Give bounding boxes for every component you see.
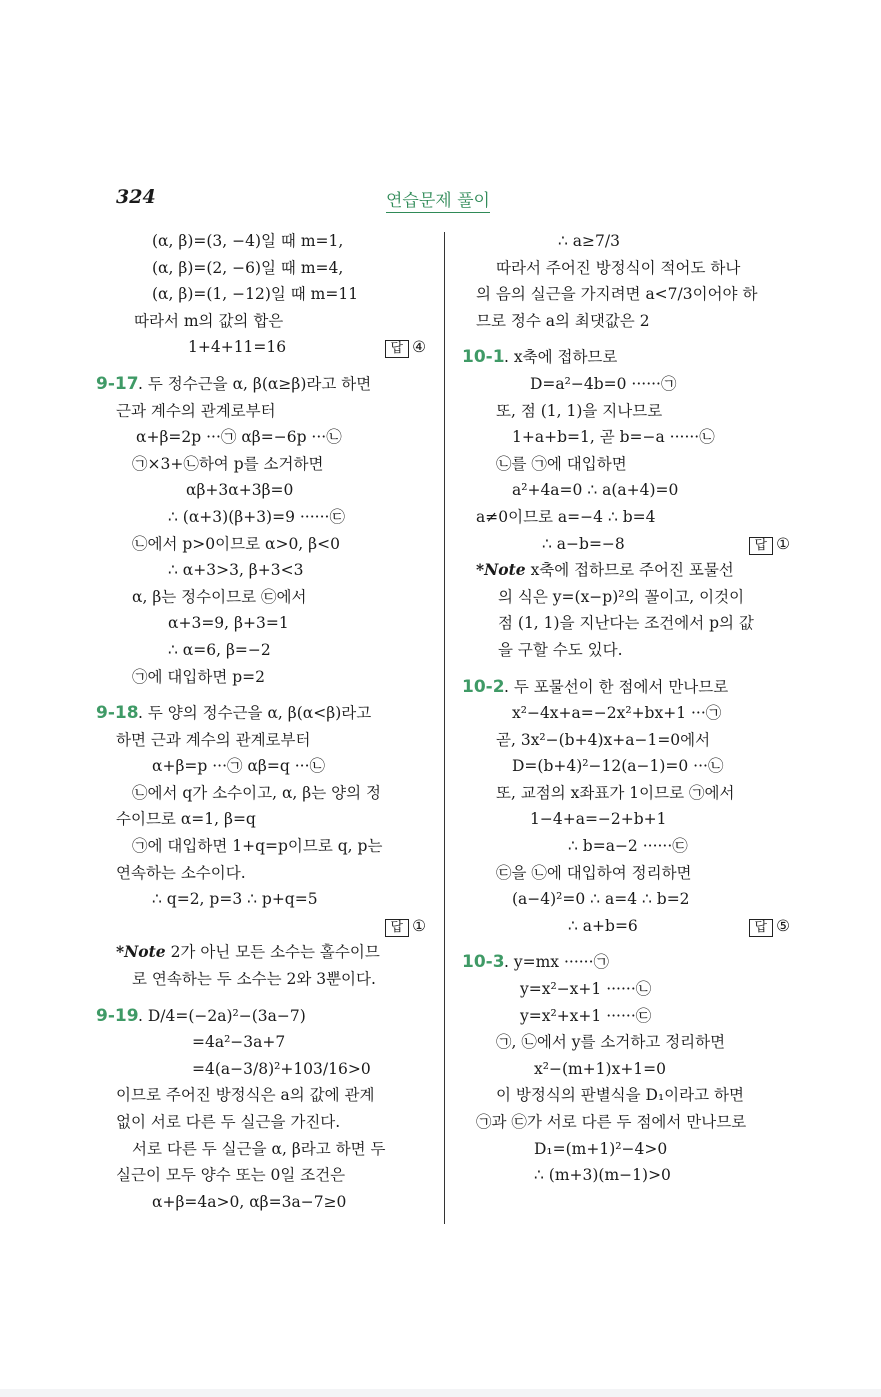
line-content: ∴ α=6, β=−2 [168, 640, 271, 659]
line-text [512, 886, 690, 913]
page-header-title: 연습문제 풀이 [386, 186, 490, 213]
text-line [96, 281, 436, 308]
line-text [132, 966, 376, 993]
line-text [504, 344, 617, 371]
text-line [462, 398, 802, 425]
answer-value: ① [776, 534, 790, 553]
text-line [462, 228, 802, 255]
text-line [96, 584, 436, 611]
answer-label-box: 답 [749, 919, 774, 937]
line-text [476, 557, 734, 584]
line-content: 따라서 m의 값의 합은 [134, 311, 284, 330]
line-text [476, 308, 650, 335]
line-text [534, 1162, 671, 1189]
text-line [462, 281, 802, 308]
line-text [168, 504, 345, 531]
text-line [96, 939, 436, 966]
problem-number: 9-19 [96, 1005, 139, 1026]
line-content: (a−4)²=0 ∴ a=4 ∴ b=2 [512, 890, 690, 909]
line-text [512, 700, 721, 727]
line-content: 실근이 모두 양수 또는 0일 조건은 [116, 1166, 346, 1185]
text-line [462, 806, 802, 833]
text-line [462, 637, 802, 664]
line-content: 수이므로 α=1, β=q [116, 810, 256, 829]
line-content: ㉠과 ㉢가 서로 다른 두 점에서 만나므로 [476, 1113, 747, 1131]
line-text [496, 860, 692, 887]
answer-mark [385, 913, 426, 940]
text-line [96, 255, 436, 282]
line-text [496, 1029, 725, 1056]
text-line [462, 584, 802, 611]
answer-value: ⑤ [776, 916, 790, 935]
line-content: a≠0이므로 a=−4 ∴ b=4 [476, 507, 656, 526]
note-label: *Note [116, 942, 166, 962]
line-text [476, 281, 757, 308]
line-content: y=x²+x+1 ······㉢ [520, 1006, 652, 1025]
right-column [462, 228, 802, 1189]
line-content: D=a²−4b=0 ······㉠ [530, 374, 677, 393]
text-line [462, 371, 802, 398]
line-text [152, 255, 343, 282]
text-line [462, 976, 802, 1003]
line-content: ∴ q=2, p=3 ∴ p+q=5 [152, 890, 318, 909]
text-line [462, 1162, 802, 1189]
text-line [96, 371, 436, 398]
line-text [116, 727, 310, 754]
text-line [462, 344, 802, 371]
line-text [116, 939, 380, 966]
left-column [96, 228, 436, 1215]
line-content: (α, β)=(2, −6)일 때 m=4, [152, 258, 344, 277]
line-text [186, 477, 293, 504]
text-line [96, 1109, 436, 1136]
text-line [96, 1136, 436, 1163]
line-text [168, 637, 271, 664]
line-text [168, 557, 303, 584]
text-line [96, 700, 436, 727]
line-text [116, 806, 256, 833]
line-content: α+β=p ···㉠ αβ=q ···㉡ [152, 757, 326, 776]
line-text [520, 1003, 651, 1030]
answer-value: ④ [412, 338, 426, 357]
text-line [96, 833, 436, 860]
line-text [496, 398, 662, 425]
text-line [462, 1082, 802, 1109]
line-content: ㉠×3+㉡하여 p를 소거하면 [132, 454, 324, 473]
text-line [462, 727, 802, 754]
line-content: D=(b+4)²−12(a−1)=0 ···㉡ [512, 757, 724, 776]
line-content: 므로 정수 a의 최댓값은 2 [476, 311, 650, 330]
section-gap [462, 664, 802, 674]
text-line [462, 477, 802, 504]
line-content: 따라서 주어진 방정식이 적어도 하나 [496, 258, 741, 277]
line-content: x²−4x+a=−2x²+bx+1 ···㉠ [512, 704, 722, 723]
text-line [96, 308, 436, 335]
text-line [96, 1056, 436, 1083]
text-line [462, 949, 802, 976]
text-line [462, 886, 802, 913]
problem-number: 10-3 [462, 952, 505, 973]
line-text [132, 780, 381, 807]
line-text [498, 584, 744, 611]
line-content: ㉠, ㉡에서 y를 소거하고 정리하면 [496, 1033, 726, 1052]
line-text [188, 334, 286, 361]
line-text [498, 610, 754, 637]
line-content: 이 방정식의 판별식을 D₁이라고 하면 [496, 1086, 744, 1105]
text-line [462, 451, 802, 478]
text-line [96, 806, 436, 833]
line-text [498, 637, 623, 664]
text-line [96, 228, 436, 255]
text-line [96, 610, 436, 637]
section-gap [96, 690, 436, 700]
text-line [462, 424, 802, 451]
text-line [462, 1003, 802, 1030]
text-line [96, 637, 436, 664]
line-text [476, 504, 656, 531]
text-line [462, 780, 802, 807]
text-line [96, 1082, 436, 1109]
line-content: α, β는 정수이므로 ㉢에서 [132, 587, 307, 606]
line-content: 1−4+a=−2+b+1 [530, 810, 667, 829]
text-line [96, 727, 436, 754]
line-text [138, 1003, 306, 1030]
line-content: 이므로 주어진 방정식은 a의 값에 관계 [116, 1086, 375, 1105]
line-content: ∴ a+b=6 [568, 916, 638, 935]
line-content: 2가 아닌 모든 소수는 홀수이므 [165, 943, 380, 962]
line-content: 근과 계수의 관계로부터 [116, 401, 276, 420]
column-divider [444, 232, 445, 1224]
line-text [496, 780, 734, 807]
text-line [96, 531, 436, 558]
text-line [96, 424, 436, 451]
line-content: 1+a+b=1, 곧 b=−a ······㉡ [512, 428, 715, 447]
line-content: (α, β)=(3, −4)일 때 m=1, [152, 232, 344, 250]
answer-mark [749, 913, 790, 940]
text-line [462, 1136, 802, 1163]
line-text [136, 424, 342, 451]
line-content: . 두 정수근을 α, β(α≥β)라고 하면 [138, 374, 372, 393]
line-content: ∴ (m+3)(m−1)>0 [534, 1166, 671, 1185]
text-line [96, 477, 436, 504]
line-content: αβ+3α+3β=0 [186, 481, 294, 500]
line-text [512, 424, 715, 451]
line-content: . D/4=(−2a)²−(3a−7) [138, 1006, 306, 1025]
section-gap [96, 361, 436, 371]
text-line [462, 1056, 802, 1083]
answer-label-box: 답 [385, 340, 410, 358]
page-bottom-band [0, 1389, 881, 1397]
answer-label-box: 답 [385, 919, 410, 937]
line-content: α+3=9, β+3=1 [168, 614, 289, 633]
line-text [534, 1056, 666, 1083]
line-content: x축에 접하므로 주어진 포물선 [525, 561, 734, 580]
text-line [96, 860, 436, 887]
text-line [462, 557, 802, 584]
line-text [134, 308, 283, 335]
line-text [504, 674, 728, 701]
section-gap [96, 993, 436, 1003]
text-line [462, 255, 802, 282]
line-content: =4a²−3a+7 [192, 1033, 286, 1052]
line-content: . 두 양의 정수근을 α, β(α<β)라고 [138, 704, 372, 723]
line-text [132, 664, 265, 691]
text-line [96, 780, 436, 807]
line-content: 하면 근과 계수의 관계로부터 [116, 730, 311, 749]
line-content: y=x²−x+1 ······㉡ [520, 980, 652, 999]
line-content: =4(a−3/8)²+103/16>0 [192, 1059, 371, 1078]
answer-label-box: 답 [749, 537, 774, 555]
problem-number: 9-17 [96, 373, 139, 394]
line-text [530, 371, 676, 398]
line-content: ㉡를 ㉠에 대입하면 [496, 454, 627, 473]
line-text [116, 860, 246, 887]
line-content: 1+4+11=16 [188, 338, 287, 357]
line-content: (α, β)=(1, −12)일 때 m=11 [152, 285, 359, 304]
text-line [462, 753, 802, 780]
line-content: 의 식은 y=(x−p)²의 꼴이고, 이것이 [498, 587, 745, 606]
line-content: ∴ α+3>3, β+3<3 [168, 561, 304, 580]
line-content: 점 (1, 1)을 지난다는 조건에서 p의 값 [498, 614, 754, 633]
text-line [462, 531, 802, 558]
line-content: . y=mx ······㉠ [504, 953, 610, 972]
line-text [116, 1162, 345, 1189]
text-line [462, 1029, 802, 1056]
line-text [530, 806, 667, 833]
line-text [132, 833, 382, 860]
line-content: ㉢을 ㉡에 대입하여 정리하면 [496, 863, 692, 882]
line-text [476, 1109, 746, 1136]
text-line [462, 610, 802, 637]
line-text [558, 228, 620, 255]
line-text [192, 1056, 371, 1083]
line-content: D₁=(m+1)²−4>0 [534, 1139, 668, 1158]
text-line [462, 700, 802, 727]
line-text [496, 451, 627, 478]
line-content: 없이 서로 다른 두 실근을 가진다. [116, 1113, 341, 1131]
line-content: 곧, 3x²−(b+4)x+a−1=0에서 [496, 730, 711, 749]
line-content: 의 음의 실근을 가지려면 a<7/3이어야 하 [476, 285, 758, 304]
line-text [116, 1109, 340, 1136]
line-content: ∴ a≥7/3 [558, 232, 620, 250]
line-content: . 두 포물선이 한 점에서 만나므로 [504, 677, 729, 696]
line-text [168, 610, 289, 637]
line-text [496, 1082, 744, 1109]
line-text [192, 1029, 285, 1056]
text-line [462, 833, 802, 860]
line-text [132, 1136, 386, 1163]
problem-number: 9-18 [96, 703, 139, 724]
text-line [96, 966, 436, 993]
text-line [96, 451, 436, 478]
line-text [542, 531, 625, 558]
line-content: α+β=4a>0, αβ=3a−7≥0 [152, 1192, 347, 1211]
text-line [96, 1003, 436, 1030]
text-line [96, 557, 436, 584]
line-content: ㉠에 대입하면 1+q=p이므로 q, p는 [132, 837, 383, 856]
line-content: 또, 점 (1, 1)을 지나므로 [496, 401, 663, 420]
text-line [96, 504, 436, 531]
line-text [132, 531, 340, 558]
section-gap [462, 334, 802, 344]
line-text [138, 371, 371, 398]
line-text [512, 477, 678, 504]
note-label: *Note [476, 560, 526, 580]
line-text [116, 398, 276, 425]
text-line [462, 674, 802, 701]
answer-mark [749, 531, 790, 558]
line-content: ㉡에서 q가 소수이고, α, β는 양의 정 [132, 783, 381, 802]
text-line [462, 1109, 802, 1136]
text-line [462, 504, 802, 531]
text-line [96, 913, 436, 940]
line-content: 로 연속하는 두 소수는 2와 3뿐이다. [132, 970, 376, 989]
line-text [132, 584, 306, 611]
line-content: 을 구할 수도 있다. [498, 640, 623, 659]
line-content: ㉠에 대입하면 p=2 [132, 667, 265, 686]
text-line [96, 1162, 436, 1189]
line-content: ∴ (α+3)(β+3)=9 ······㉢ [168, 507, 345, 526]
line-text [496, 255, 740, 282]
line-text [568, 913, 638, 940]
page-number: 324 [116, 186, 156, 208]
answer-mark [385, 334, 426, 361]
text-line [96, 886, 436, 913]
text-line [462, 913, 802, 940]
line-text [504, 949, 609, 976]
line-text [152, 281, 358, 308]
problem-number: 10-2 [462, 676, 505, 697]
line-content: ㉡에서 p>0이므로 α>0, β<0 [132, 534, 340, 553]
line-text [152, 753, 325, 780]
line-text [152, 228, 343, 255]
line-text [512, 753, 723, 780]
text-line [462, 308, 802, 335]
line-text [132, 451, 323, 478]
line-text [152, 886, 318, 913]
answer-value: ① [412, 916, 426, 935]
text-line [96, 753, 436, 780]
line-content: ∴ a−b=−8 [542, 534, 625, 553]
text-line [96, 334, 436, 361]
section-gap [462, 939, 802, 949]
text-line [96, 1189, 436, 1216]
text-line [96, 664, 436, 691]
line-text [152, 1189, 346, 1216]
line-text [568, 833, 688, 860]
line-content: 서로 다른 두 실근을 α, β라고 하면 두 [132, 1139, 386, 1158]
line-content: . x축에 접하므로 [504, 348, 618, 367]
text-line [462, 860, 802, 887]
line-content: 연속하는 소수이다. [116, 863, 246, 882]
line-text [138, 700, 371, 727]
line-text [520, 976, 651, 1003]
text-line [96, 1029, 436, 1056]
line-content: α+β=2p ···㉠ αβ=−6p ···㉡ [136, 428, 342, 447]
line-text [534, 1136, 667, 1163]
line-text [496, 727, 710, 754]
text-line [96, 398, 436, 425]
line-text [116, 1082, 374, 1109]
line-content: ∴ b=a−2 ······㉢ [568, 837, 688, 856]
problem-number: 10-1 [462, 347, 505, 368]
line-content: a²+4a=0 ∴ a(a+4)=0 [512, 481, 679, 500]
line-content: 또, 교점의 x좌표가 1이므로 ㉠에서 [496, 783, 735, 802]
line-content: x²−(m+1)x+1=0 [534, 1059, 667, 1078]
